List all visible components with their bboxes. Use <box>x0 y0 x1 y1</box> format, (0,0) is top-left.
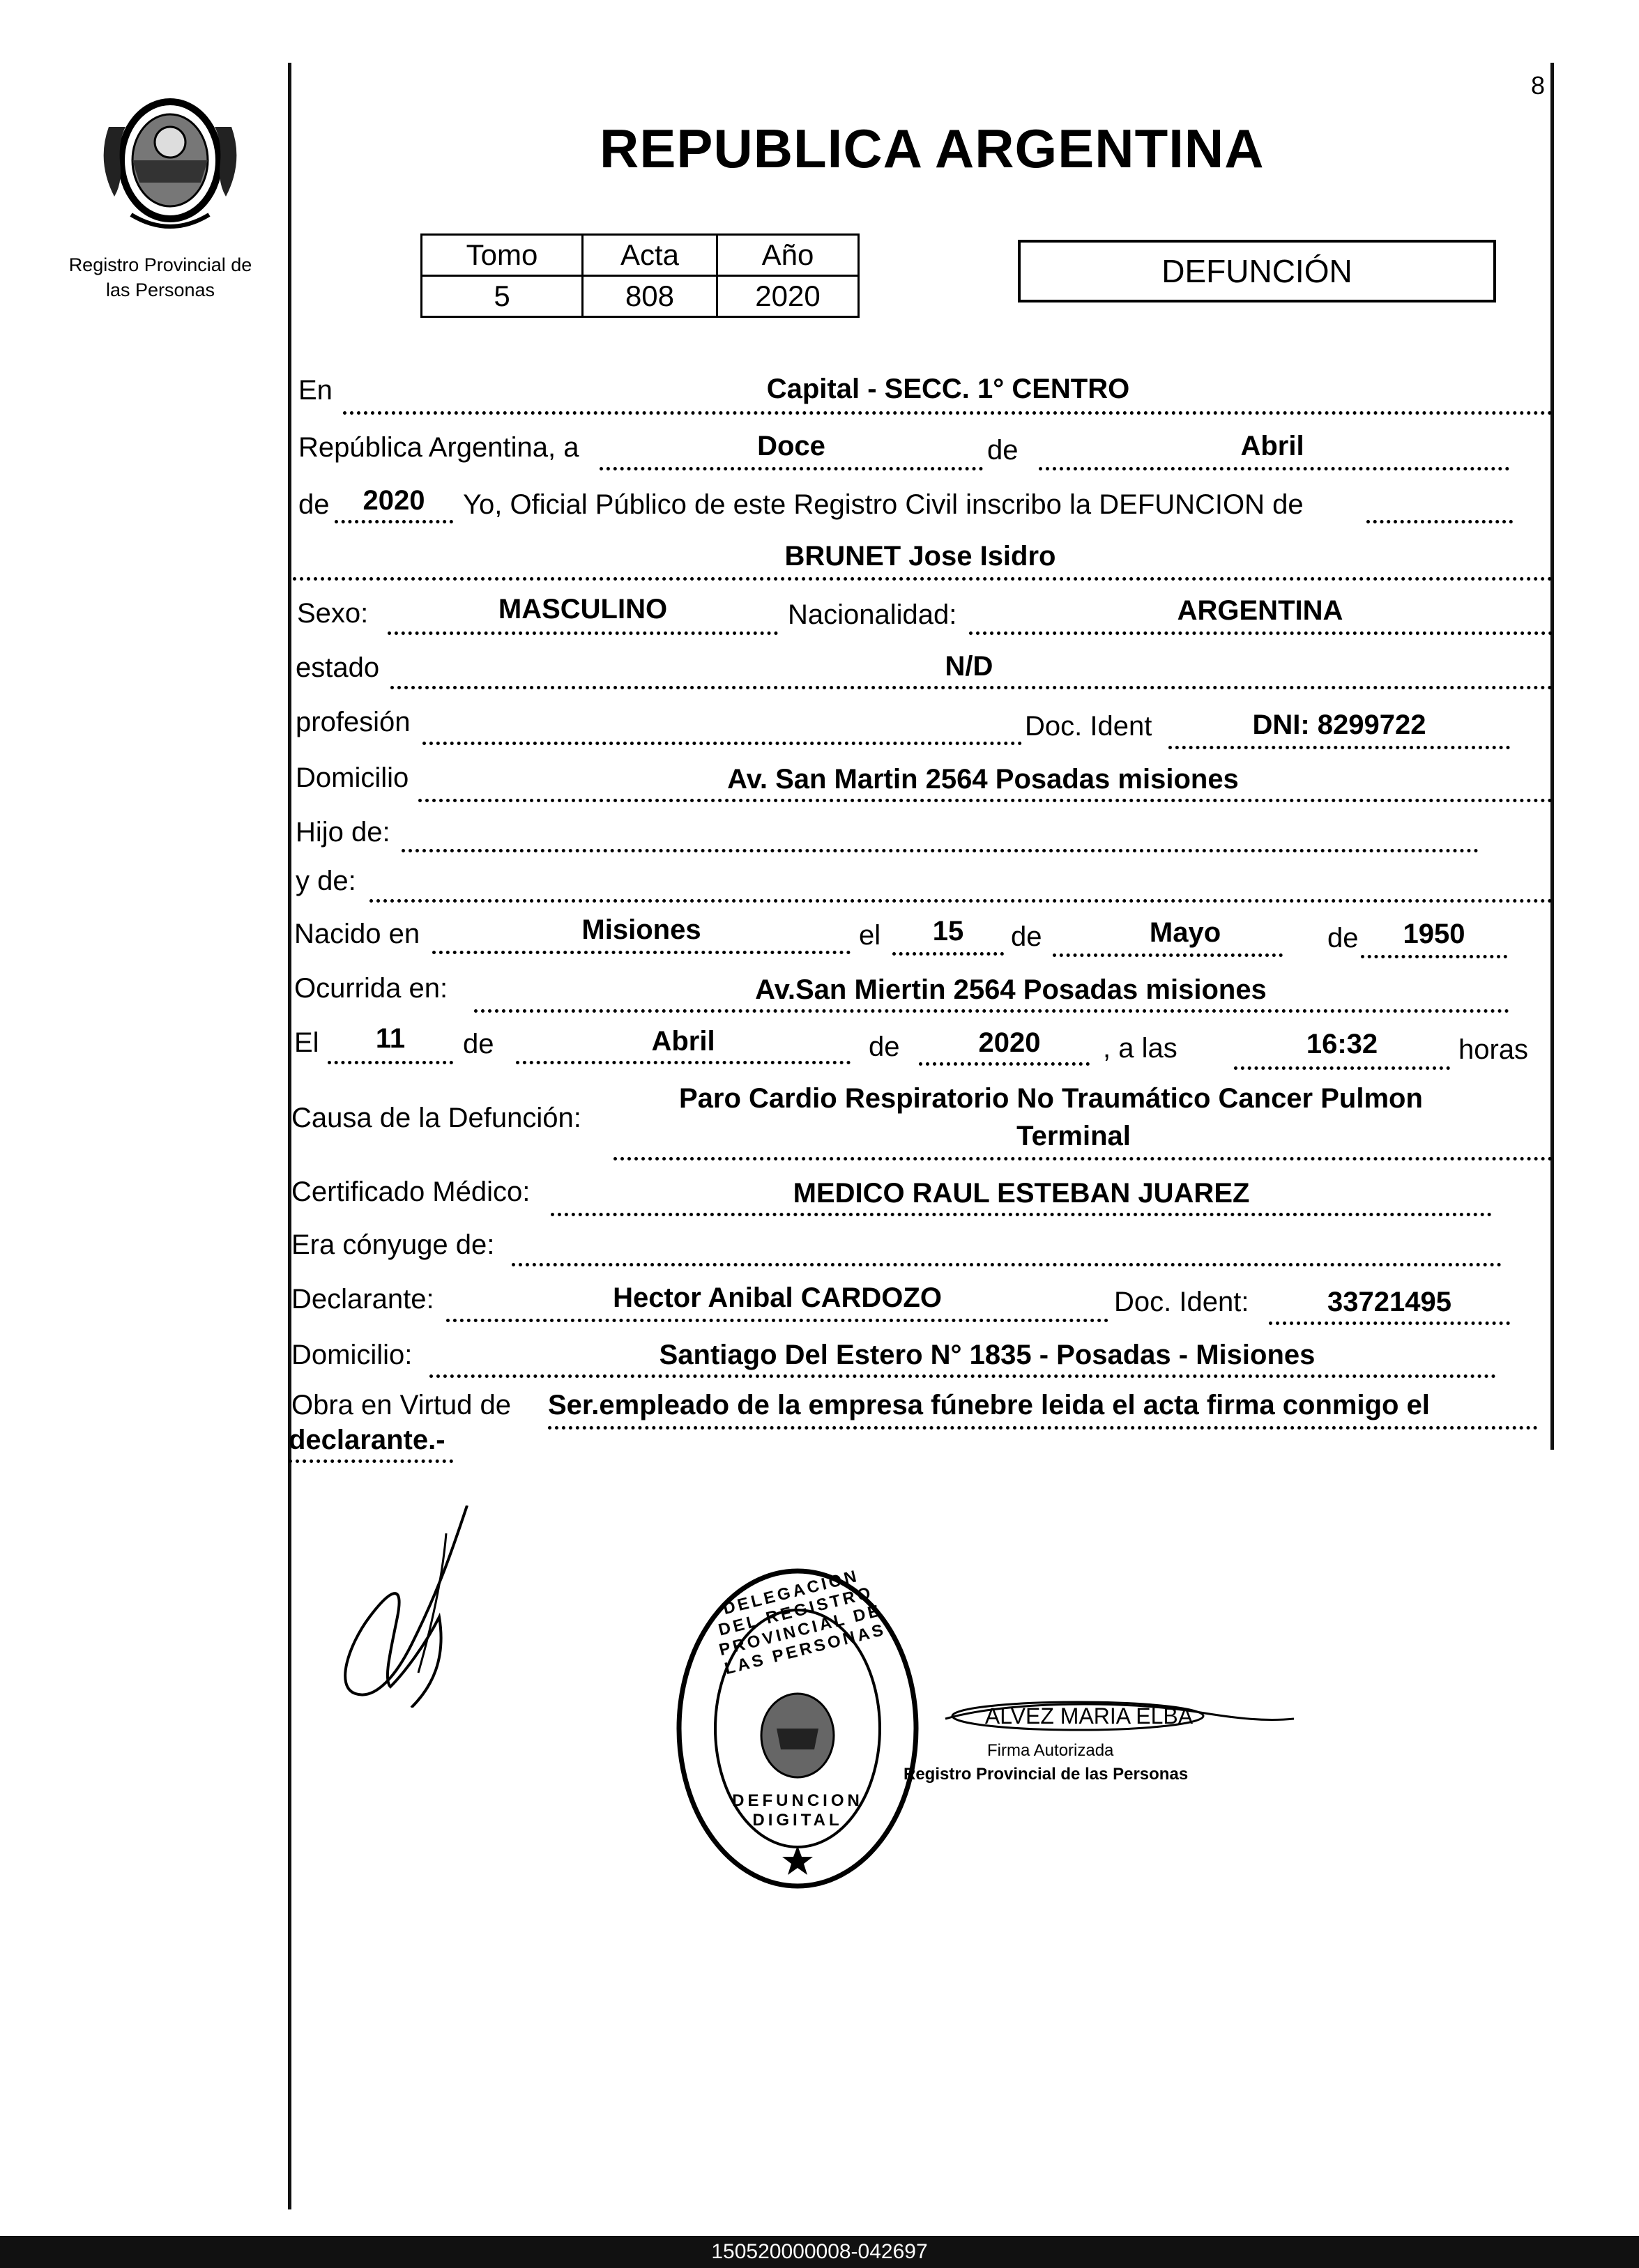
signer-name: ALVEZ MARIA ELBA <box>984 1703 1194 1729</box>
certificado-value: MEDICO RAUL ESTEBAN JUAREZ <box>793 1178 1250 1209</box>
nacido-label: Nacido en <box>294 919 420 949</box>
deceased-name: BRUNET Jose Isidro <box>784 541 1056 572</box>
nacido-mes-dotted-line <box>1053 953 1283 957</box>
seal-ring-text: DELEGACION DEL REGISTRO PROVINCIAL DE LAS PERSONAS <box>716 1566 888 1679</box>
causa-dotted-line <box>613 1157 1553 1160</box>
doc-ident2-value: 33721495 <box>1327 1287 1451 1317</box>
ocurrida-dotted-line <box>474 1009 1509 1013</box>
month-value: Abril <box>1240 431 1304 461</box>
nacido-anio-value: 1950 <box>1403 919 1465 949</box>
official-signature <box>328 1505 495 1708</box>
registry-label-line2: las Personas <box>105 279 215 300</box>
nacido-lugar-dotted-line <box>432 951 851 954</box>
month-dotted-line <box>1039 467 1509 470</box>
footer-code: 150520000008-042697 <box>0 2236 1639 2268</box>
hijo-dotted-line <box>402 849 1479 852</box>
authorized-signer-block <box>904 1698 1294 1802</box>
nacido-dia-value: 15 <box>932 916 964 947</box>
tomo-value: 5 <box>422 276 583 317</box>
sexo-value: MASCULINO <box>498 594 668 625</box>
reference-table <box>420 233 860 318</box>
right-margin-rule <box>1550 63 1554 1450</box>
yde-dotted-line <box>369 899 1553 903</box>
causa-line2: Terminal <box>1016 1121 1131 1151</box>
year-dotted-line <box>335 520 453 523</box>
domicilio2-dotted-line <box>429 1374 1496 1378</box>
obra-dotted-line-1 <box>548 1426 1538 1430</box>
anio-header: Año <box>717 235 859 276</box>
de-label-2: de <box>298 489 330 520</box>
republica-label: República Argentina, a <box>298 432 579 463</box>
registry-label <box>42 252 279 302</box>
domicilio-label: Domicilio <box>296 763 409 793</box>
yde-label: y de: <box>296 866 356 896</box>
de-label-6: de <box>869 1032 900 1062</box>
page-number: 8 <box>1531 71 1546 100</box>
nacido-anio-dotted-line <box>1361 955 1507 958</box>
el2-label: El <box>294 1027 319 1058</box>
name-dotted-line <box>293 577 1553 581</box>
province-emblem <box>89 78 251 238</box>
domicilio2-value: Santiago Del Estero N° 1835 - Posadas - Misiones <box>659 1340 1316 1370</box>
muerte-anio-value: 2020 <box>978 1027 1041 1058</box>
place-dotted-line <box>343 411 1553 415</box>
intro-text: Yo, Oficial Público de este Registro Civil inscribo la DEFUNCION de <box>463 489 1304 520</box>
day-dotted-line <box>600 467 983 470</box>
tomo-header: Tomo <box>422 235 583 276</box>
doc-ident-label: Doc. Ident <box>1025 711 1152 742</box>
acta-value: 808 <box>583 276 717 317</box>
doc-ident2-dotted-line <box>1269 1321 1510 1325</box>
ocurrida-value: Av.San Miertin 2564 Posadas misiones <box>755 974 1267 1005</box>
signer-role: Firma Autorizada <box>987 1741 1114 1760</box>
ocurrida-label: Ocurrida en: <box>294 973 448 1004</box>
estado-label: estado <box>296 652 380 683</box>
place-value: Capital - SECC. 1° CENTRO <box>766 374 1130 404</box>
reference-value-row <box>422 276 859 317</box>
page-title: REPUBLICA ARGENTINA <box>600 118 1265 179</box>
doc-ident-value: DNI: 8299722 <box>1252 710 1426 740</box>
nacionalidad-dotted-line <box>969 631 1553 635</box>
conyuge-dotted-line <box>512 1263 1502 1266</box>
domicilio-value: Av. San Martin 2564 Posadas misiones <box>727 764 1239 795</box>
hora-value: 16:32 <box>1306 1029 1378 1059</box>
profesion-dotted-line <box>422 742 1022 745</box>
hora-dotted-line <box>1234 1066 1450 1070</box>
acta-header: Acta <box>583 235 717 276</box>
day-words-value: Doce <box>757 431 825 461</box>
estado-value: N/D <box>945 651 993 682</box>
declarante-label: Declarante: <box>291 1284 434 1315</box>
intro-dotted-line <box>1366 520 1513 523</box>
muerte-dia-value: 11 <box>375 1023 406 1054</box>
nacionalidad-label: Nacionalidad: <box>788 599 957 630</box>
muerte-mes-dotted-line <box>516 1061 851 1064</box>
nacido-mes-value: Mayo <box>1149 917 1221 948</box>
domicilio-dotted-line <box>418 799 1553 802</box>
obra-line2: declarante.- <box>289 1425 445 1455</box>
alas-label: , a las <box>1103 1033 1177 1064</box>
declarante-dotted-line <box>446 1319 1108 1322</box>
obra-line1: Ser.empleado de la empresa fúnebre leida el acta firma conmigo el <box>548 1390 1430 1420</box>
sexo-dotted-line <box>388 631 778 635</box>
muerte-anio-dotted-line <box>919 1062 1090 1066</box>
reference-header-row <box>422 235 859 276</box>
el-label: el <box>859 920 881 951</box>
certificado-dotted-line <box>551 1213 1492 1216</box>
nacido-lugar-value: Misiones <box>581 914 701 945</box>
de-label-4: de <box>1327 923 1359 953</box>
doc-ident-dotted-line <box>1168 746 1510 749</box>
year-value: 2020 <box>363 485 425 516</box>
left-margin-rule <box>288 63 291 2209</box>
declarante-value: Hector Anibal CARDOZO <box>613 1282 942 1313</box>
hijo-label: Hijo de: <box>296 817 390 848</box>
en-label: En <box>298 375 333 406</box>
doc-ident2-label: Doc. Ident: <box>1114 1287 1249 1317</box>
conyuge-label: Era cónyuge de: <box>291 1229 495 1260</box>
de-label-3: de <box>1011 921 1042 952</box>
muerte-dia-dotted-line <box>328 1061 453 1064</box>
horas-label: horas <box>1458 1034 1529 1065</box>
causa-label: Causa de la Defunción: <box>291 1103 581 1133</box>
seal-inner-text: DEFUNCION DIGITAL <box>732 1791 863 1830</box>
certificado-label: Certificado Médico: <box>291 1177 531 1207</box>
obra-label: Obra en Virtud de <box>291 1390 512 1420</box>
registry-seal <box>672 1561 923 1896</box>
registry-label-line1: Registro Provincial de <box>68 254 252 275</box>
anio-value: 2020 <box>717 276 859 317</box>
causa-line1: Paro Cardio Respiratorio No Traumático Cancer Pulmon <box>679 1083 1423 1114</box>
de-label-1: de <box>987 435 1019 466</box>
profesion-label: profesión <box>296 707 411 737</box>
obra-dotted-line-2 <box>289 1459 453 1463</box>
sexo-label: Sexo: <box>297 598 369 629</box>
muerte-mes-value: Abril <box>651 1026 715 1057</box>
domicilio2-label: Domicilio: <box>291 1340 413 1370</box>
de-label-5: de <box>463 1029 494 1059</box>
nacido-dia-dotted-line <box>892 952 1004 956</box>
document-type-box: DEFUNCIÓN <box>1018 240 1496 302</box>
nacionalidad-value: ARGENTINA <box>1177 595 1343 626</box>
estado-dotted-line <box>390 686 1553 689</box>
signer-org: Registro Provincial de las Personas <box>904 1765 1189 1784</box>
